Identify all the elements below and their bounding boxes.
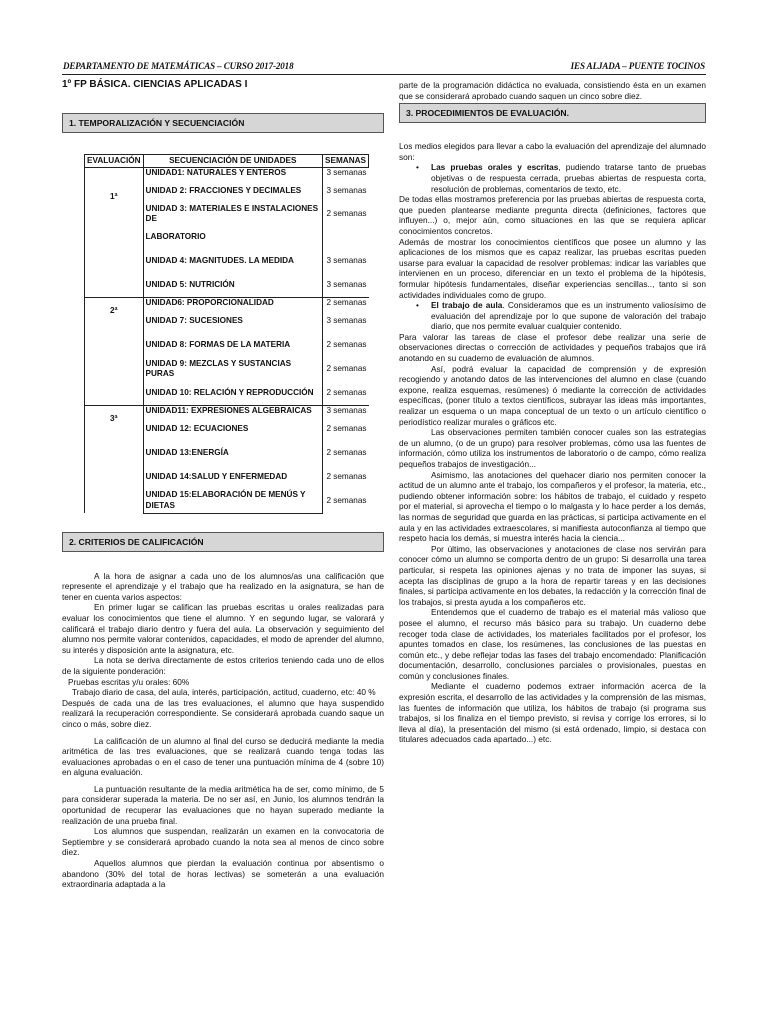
paragraph: Asimismo, las anotaciones del quehacer diario nos permiten conocer la actitud de un alumno ante el trabajo, los compañeros y el profesor, la materia, etc., pudiendo obtener información sobre: los hábitos de trabajo, el cuidado y respeto por el material, si aprovecha el tiempo o lo malgasta y lo hace perder a los demás, las normas de seguridad que guarda en las prácticas, si participa activamente en el aula y en las actividades extraescolares, si manifiesta autoconfianza al tiempo que respeto hacia los demás, si muestra interés hacia la ciencia... <box>399 469 706 544</box>
header-department: DEPARTAMENTO DE MATEMÁTICAS – CURSO 2017-2018 <box>63 61 294 71</box>
bullet-icon: • <box>416 162 419 173</box>
paragraph: Así, podrá evaluar la capacidad de comprensión y de expresión recogiendo y anotando datos de las intervenciones del alumno en clase (cuando expone, realiza esquemas, resúmenes) ó mediante la corrección de actividades específicas, (poner título a textos científicos, subrayar las ideas más importantes, realizar un esquema o un mapa conceptual de un texto o un artículo científico o periodístico realizar murales o gráficos etc. <box>399 363 706 427</box>
table-row <box>85 167 369 179</box>
paragraph: De todas ellas mostramos preferencia por las pruebas abiertas de respuesta corta, que pueden plantearse mediante pregunta directa (definiciones, factores que influyen...) o, mejor aún, como situaciones en las que se requiera aplicar conocimientos concretos. <box>399 194 706 236</box>
paragraph: Las observaciones permiten también conocer cuales son las estrategias de un alumno, (o de un grupo) para resolver problemas, cómo usa las fuentes de información, cómo utiliza los instrumentos de laboratorio o de campo, cómo realiza pequeños trabajos de investigación... <box>399 427 706 469</box>
criteria-text <box>62 571 384 890</box>
unit-weeks: 2 semanas <box>326 208 367 218</box>
evaluation-label: 2ª <box>85 297 144 405</box>
table-row <box>85 405 369 417</box>
unit-weeks <box>323 225 369 249</box>
bullet-text: . Consideramos que es un instrumento valiosísimo de evaluación del aprendizaje por lo que supone de valoración del trabajo diario, que nos permite evaluar cualquier contenido. <box>431 300 706 332</box>
paragraph: Después de cada una de las tres evaluaciones, el alumno que haya suspendido realizará la recuperación correspondiente. Se considerará aprobada cuando saque un cinco o más, sobre diez. <box>62 697 384 729</box>
unit-weeks: 2 semanas <box>326 495 367 505</box>
paragraph: Los alumnos que suspendan, realizarán un examen en la convocatoria de Septiembre y se considerará aprobado cuando la nota sea al menos de cinco sobre diez. <box>62 826 384 858</box>
paragraph: Además de mostrar los conocimientos científicos que posee un alumno y las aplicaciones de los mismos que es capaz realizar, las pruebas escritas pueden usarse para evaluar la capacidad de resolver problemas: indicar las variables que intervienen en un proceso, diferenciar en un texto el problema de la hipótesis, formular hipótesis fundamentales, diseñar experiencias sencillas.., tanto si son actividades individuales como de grupo. <box>399 236 706 300</box>
unit-weeks: 3 semanas <box>326 185 367 195</box>
unit-name: UNIDAD6: PROPORCIONALIDAD <box>143 297 323 309</box>
bullet-item <box>399 162 706 194</box>
unit-weeks: 2 semanas <box>326 339 367 349</box>
unit-weeks: 3 semanas <box>326 167 367 177</box>
unit-weeks: 2 semanas <box>323 297 369 309</box>
bullet-title: Las pruebas orales y escritas <box>431 162 559 173</box>
paragraph: Los medios elegidos para llevar a cabo la evaluación del aprendizaje del alumnado son: <box>399 141 706 162</box>
right-column <box>399 80 706 745</box>
paragraph: La puntuación resultante de la media aritmética ha de ser, como mínimo, de 5 para considerar superada la materia. De no ser así, en Junio, los alumnos tendrán la oportunidad de recuperar las evaluaciones que no hayan superado mediante la realización de una prueba final. <box>62 783 384 826</box>
paragraph: Entendemos que el cuaderno de trabajo es el material más valioso que posee el alumno, el recurso más básico para su trabajo. Un cuaderno debe recoger toda clase de actividades, los materiales facilitados por el profesor, los apuntes tomados en clase, los resúmenes, las conclusiones de las puestas en común etc., y debe reflejar todas las fases del trabajo encomendado: Planificación documentación, desarrollo, conclusiones parciales o provisionales, puestas en común y conclusiones finales. <box>399 607 706 681</box>
evaluation-label: 3ª <box>85 405 144 513</box>
col-header-evaluacion: EVALUACIÓN <box>85 154 144 167</box>
table-row <box>85 297 369 309</box>
paragraph: parte de la programación didáctica no evaluada, consistiendo ésta en un examen que se considerará aprobado cuando saquen un cinco sobre diez. <box>399 80 706 101</box>
section-heading-1: 1. TEMPORALIZACIÓN Y SECUENCIACIÓN <box>62 113 384 133</box>
unit-weeks: 3 semanas <box>326 315 367 325</box>
unit-name: UNIDAD 3: MATERIALES E INSTALACIONES DE <box>143 203 323 225</box>
unit-weeks: 3 semanas <box>326 255 367 265</box>
header-school: IES ALJADA – PUENTE TOCINOS <box>570 61 705 71</box>
paragraph: Para valorar las tareas de clase el profesor debe realizar una serie de observaciones directas o corrección de actividades y pequeños trabajos que irá anotando en su cuaderno de evaluación de alumnos. <box>399 331 706 364</box>
col-header-unidades: SECUENCIACIÓN DE UNIDADES <box>143 154 323 167</box>
section-heading-2: 2. CRITERIOS DE CALIFICACIÓN <box>62 532 384 552</box>
unit-name: UNIDAD1: NATURALES Y ENTEROS <box>143 167 323 179</box>
paragraph: En primer lugar se califican las pruebas escritas u orales realizadas para evaluar los conocimientos que tiene el alumno. Y en segundo lugar, se valorará y calificará el trabajo diario dentro y fuera del aula. La observación y seguimiento del alumno nos permite valorar contenidos, capacidades, el modo de aprender del alumno, su interés y disposición ante la asignatura, etc. <box>62 602 384 655</box>
col-header-semanas: SEMANAS <box>323 154 369 167</box>
unit-name: UNIDAD 5: NUTRICIÓN <box>143 273 323 297</box>
weighting-daily-work: Trabajo diario de casa, del aula, interés, participación, actitud, cuaderno, etc: 40 % <box>72 687 376 698</box>
unit-name: UNIDAD11: EXPRESIONES ALGEBRAICAS <box>143 405 323 417</box>
unit-name: UNIDAD 15:ELABORACIÓN DE MENÚS Y DIETAS <box>143 489 323 513</box>
table-header-row <box>85 154 369 167</box>
unit-weeks: 2 semanas <box>326 363 367 373</box>
header-rule <box>62 74 706 75</box>
paragraph: La nota se deriva directamente de estos criterios teniendo cada uno de ellos de la siguiente ponderación: <box>62 655 384 676</box>
unit-weeks: 2 semanas <box>326 471 367 481</box>
procedures-text <box>399 141 706 745</box>
bullet-item <box>399 300 706 332</box>
unit-weeks: 3 semanas <box>323 405 369 417</box>
weighting-exams: Pruebas escritas y/u orales: 60% <box>68 676 190 687</box>
bullet-icon: • <box>416 300 419 311</box>
unit-name: UNIDAD 8: FORMAS DE LA MATERIA <box>143 333 323 357</box>
unit-name: UNIDAD 4: MAGNITUDES. LA MEDIDA <box>143 249 323 273</box>
left-column <box>62 80 384 890</box>
unit-weeks: 3 semanas <box>326 279 367 289</box>
unit-weeks: 2 semanas <box>326 447 367 457</box>
paragraph: Aquellos alumnos que pierdan la evaluación continua por absentismo o abandono (30% del total de horas lectivas) se someterán a una evaluación extraordinaria adaptada a la <box>62 858 384 890</box>
unit-name: LABORATORIO <box>143 225 323 249</box>
bullet-text: , pudiendo tratarse tanto de pruebas objetivas o de respuesta cerrada, pruebas abiertas de respuesta corta, resolución de problemas, comentarios de texto, etc. <box>431 162 706 194</box>
units-table <box>84 154 369 514</box>
unit-name: UNIDAD 12: ECUACIONES <box>143 417 323 441</box>
evaluation-label: 1ª <box>85 167 144 297</box>
unit-name: UNIDAD 10: RELACIÓN Y REPRODUCCIÓN <box>143 381 323 405</box>
unit-weeks: 2 semanas <box>326 387 367 397</box>
unit-name: UNIDAD 2: FRACCIONES Y DECIMALES <box>143 179 323 203</box>
section-heading-3: 3. PROCEDIMIENTOS DE EVALUACIÓN. <box>399 103 706 123</box>
unit-weeks: 2 semanas <box>326 423 367 433</box>
paragraph: A la hora de asignar a cada uno de los alumnos/as una calificación que represente el aprendizaje y el trabajo que ha realizado en la asignatura, se han de tener en cuenta varios aspectos: <box>62 570 384 602</box>
unit-name: UNIDAD 7: SUCESIONES <box>143 309 323 333</box>
paragraph: Mediante el cuaderno podemos extraer información acerca de la expresión escrita, el desarrollo de las actividades y la comprensión de las mismas, las fuentes de información que utiliza, los hábitos de trabajo (si programa sus trabajos, si los finaliza en el tiempo previsto, si revisa y corrige los errores, si lo lleva al día), la presentación del mismo (si está ordenado, limpio, si destaca con titulares adecuados cada apartado...) etc. <box>399 681 706 745</box>
paragraph: Por último, las observaciones y anotaciones de clase nos servirán para conocer cómo un alumno se comporta dentro de un grupo: Si desarrolla una tarea particular, si respeta las opiniones ajenas y no trata de imponer las suyas, si acepta las disciplinas de grupo a la hora de repartir tareas y en las decisiones finales, si participa activamente en los debates, la redacción y la corrección final de los trabajos, si presta ayuda a los compañeros etc. <box>399 543 706 607</box>
unit-name: UNIDAD 13:ENERGÍA <box>143 441 323 465</box>
unit-name: UNIDAD 14:SALUD Y ENFERMEDAD <box>143 465 323 489</box>
paragraph: La calificación de un alumno al final del curso se deducirá mediante la media aritmética de las tres evaluaciones, que se realizará cuando tenga todas las evaluaciones aprobadas o en el caso de tener una puntuación mínima de 4 (sobre 10) en alguna evaluación. <box>62 735 384 778</box>
bullet-title: El trabajo de aula <box>431 300 503 311</box>
unit-name: UNIDAD 9: MEZCLAS Y SUSTANCIAS PURAS <box>143 357 323 381</box>
page-title: 1º FP BÁSICA. CIENCIAS APLICADAS I <box>62 79 248 90</box>
